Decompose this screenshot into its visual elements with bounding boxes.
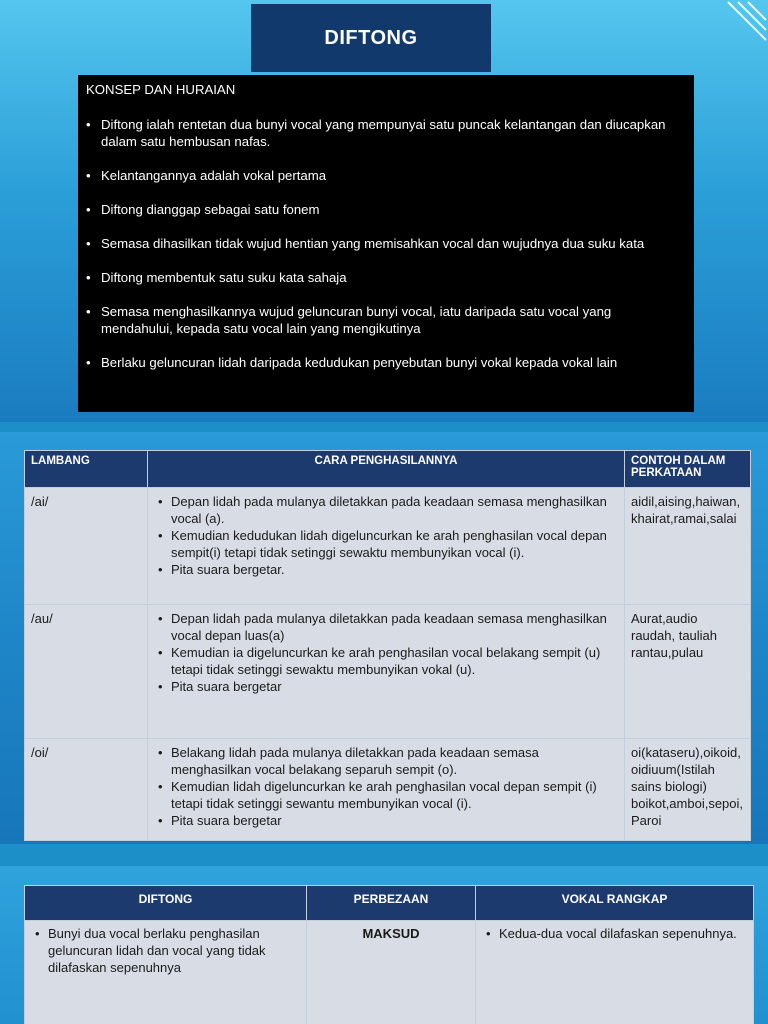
table-row [25,488,751,605]
table-header-row [25,451,751,488]
slide-production-table [0,432,768,844]
concept-bullet: • Berlaku geluncuran lidah daripada kedudukan penyebutan bunyi vokal kepada vokal lain [86,354,686,371]
vokal-rangkap-cell [476,921,754,1024]
chevron-decoration [688,0,768,80]
header-perbezaan: PERBEZAAN [307,886,476,921]
slide-comparison [0,866,768,1024]
header-contoh: CONTOH DALAM PERKATAAN [625,451,751,488]
example-cell: aidil,aising,haiwan,khairat,ramai,salai [625,488,751,605]
concept-list [86,116,686,371]
table-row [25,739,751,841]
symbol-cell: /au/ [25,605,148,739]
concept-bullet: • Diftong dianggap sebagai satu fonem [86,201,686,218]
header-vokal-rangkap: VOKAL RANGKAP [476,886,754,921]
header-diftong: DIFTONG [25,886,307,921]
method-point: • Kemudian kedudukan lidah digeluncurkan ke arah penghasilan vocal depan sempit(i) tetapi tidak setinggi sewaktu membunyikan vocal (i). [154,527,619,561]
slide-concept [0,0,768,422]
diphthong-table [24,450,751,841]
method-cell [148,739,625,841]
example-cell: Aurat,audio raudah, tauliah rantau,pulau [625,605,751,739]
concept-bullet: • Diftong ialah rentetan dua bunyi vocal yang mempunyai satu puncak kelantangan dan diucapkan dalam satu hembusan nafas. [86,116,686,150]
table-row [25,921,754,1024]
method-point: • Pita suara bergetar [154,812,619,829]
concept-box [78,75,694,412]
method-point: • Kemudian ia digeluncurkan ke arah penghasilan vocal belakang sempit (u) tetapi tidak setinggi sewaktu membunyikan vokal (u). [154,644,619,678]
method-point: • Pita suara bergetar. [154,561,619,578]
method-cell [148,605,625,739]
diftong-cell [25,921,307,1024]
symbol-cell: /ai/ [25,488,148,605]
concept-bullet: • Semasa menghasilkannya wujud geluncuran bunyi vocal, iatu daripada satu vocal yang mendahului, kepada satu vocal lain yang mengikutinya [86,303,686,337]
example-cell: oi(kataseru),oikoid, oidiuum(Istilah sains biologi) boikot,amboi,sepoi, Paroi [625,739,751,841]
header-cara: CARA PENGHASILANNYA [148,451,625,488]
method-cell [148,488,625,605]
concept-bullet: • Diftong membentuk satu suku kata sahaja [86,269,686,286]
vokal-rangkap-point: • Kedua-dua vocal dilafaskan sepenuhnya. [482,925,747,942]
method-point: • Depan lidah pada mulanya diletakkan pada keadaan semasa menghasilkan vocal (a). [154,493,619,527]
concept-heading: KONSEP DAN HURAIAN [86,82,236,97]
concept-bullet: • Kelantangannya adalah vokal pertama [86,167,686,184]
method-point: • Kemudian lidah digeluncurkan ke arah penghasilan vocal depan sempit (i) tetapi tidak setinggi sewantu membunyikan vocal (i). [154,778,619,812]
diftong-point: • Bunyi dua vocal berlaku penghasilan geluncuran lidah dan vocal yang tidak dilafaskan sepenuhnya [31,925,300,976]
method-point: • Depan lidah pada mulanya diletakkan pada keadaan semasa menghasilkan vocal depan luas(a) [154,610,619,644]
method-point: • Pita suara bergetar [154,678,619,695]
method-point: • Belakang lidah pada mulanya diletakkan pada keadaan semasa menghasilkan vocal belakang separuh sempit (o). [154,744,619,778]
comparison-table [24,885,754,1024]
aspect-cell: MAKSUD [307,921,476,1024]
symbol-cell: /oi/ [25,739,148,841]
concept-bullet: • Semasa dihasilkan tidak wujud hentian yang memisahkan vocal dan wujudnya dua suku kata [86,235,686,252]
table-row [25,605,751,739]
slide-title: DIFTONG [251,4,491,72]
header-lambang: LAMBANG [25,451,148,488]
table-header-row [25,886,754,921]
